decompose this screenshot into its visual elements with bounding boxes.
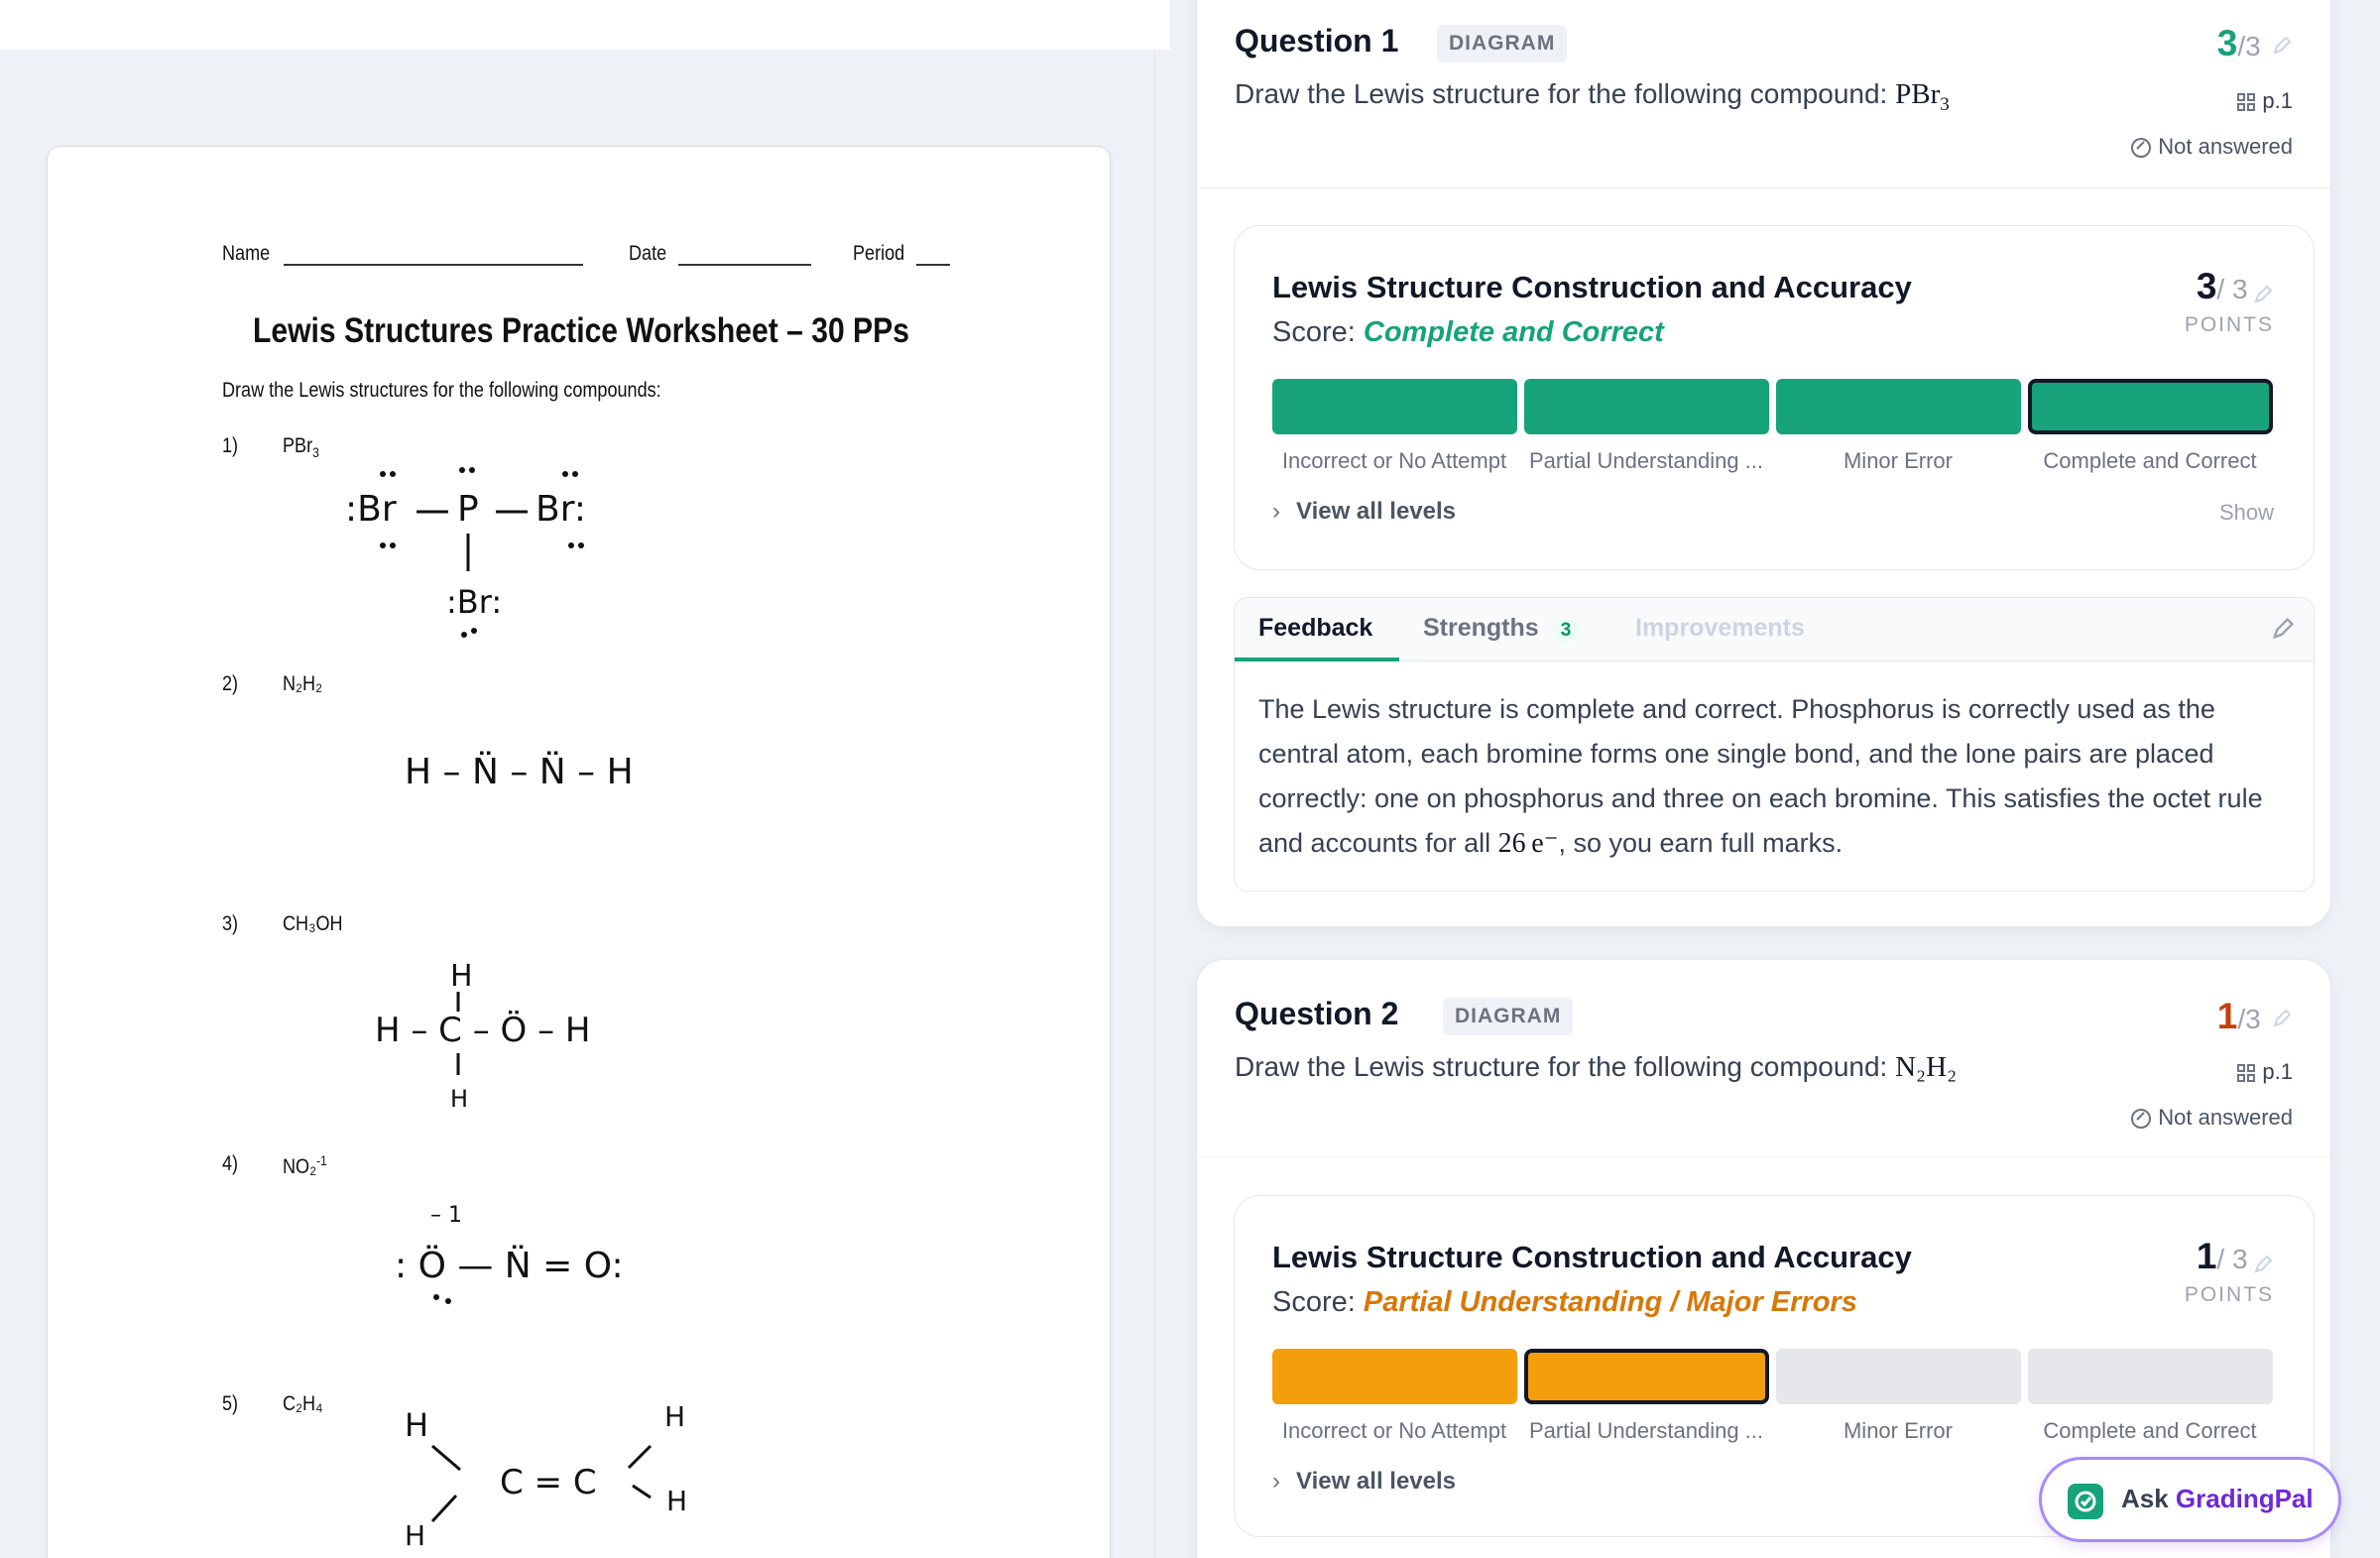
rubric-level-segment[interactable] xyxy=(1272,1349,1517,1404)
svg-text:H: H xyxy=(664,1400,686,1433)
question-title: Question 2 xyxy=(1235,996,1399,1031)
tab-strengths[interactable]: Strengths 3 xyxy=(1423,614,1579,643)
answer-status: Not answered xyxy=(2130,134,2293,160)
question-prompt: Draw the Lewis structure for the following compound: N₂H₂ xyxy=(1235,1051,1958,1083)
rubric-level-label: Minor Error xyxy=(1843,1418,1953,1443)
svg-text:H: H xyxy=(666,1485,688,1517)
divider xyxy=(1197,1156,2330,1157)
svg-text:C = C: C = C xyxy=(500,1463,597,1502)
svg-text:– 1: – 1 xyxy=(430,1203,462,1228)
ask-gradingpal-button[interactable] xyxy=(2039,1457,2341,1542)
check-circle-icon xyxy=(2130,1108,2152,1130)
svg-text:H – C – Ö – H: H – C – Ö – H xyxy=(375,1011,591,1050)
feedback-card xyxy=(1234,597,2315,892)
svg-text:: Ö — N̈ = O:: : Ö — N̈ = O: xyxy=(395,1246,624,1286)
view-all-levels-button[interactable]: › View all levels xyxy=(1272,498,1457,525)
question-title: Question 1 xyxy=(1235,23,1399,59)
svg-text:Br:: Br: xyxy=(536,489,586,530)
date-line xyxy=(678,264,811,266)
rubric-level-segment[interactable] xyxy=(2028,1349,2273,1404)
rubric-level-segment[interactable] xyxy=(1776,379,2021,434)
tab-improvements[interactable]: Improvements xyxy=(1635,614,1805,642)
check-circle-icon xyxy=(2130,137,2152,159)
ask-gradingpal-label: Ask GradingPal xyxy=(2121,1484,2314,1513)
question-prompt: Draw the Lewis structure for the following compound: PBr$_3$ xyxy=(1235,78,1950,115)
svg-text:P: P xyxy=(457,489,479,530)
view-all-levels-button[interactable]: › View all levels xyxy=(1272,1468,1457,1495)
edit-points-icon[interactable] xyxy=(2252,284,2274,305)
question-type-tag: DIAGRAM xyxy=(1437,25,1567,62)
item-formula: C₂H₄ xyxy=(283,1392,323,1415)
tab-feedback[interactable]: Feedback xyxy=(1258,614,1373,642)
svg-text::Br:: :Br: xyxy=(446,583,503,621)
rubric-card xyxy=(1234,225,2315,570)
name-line xyxy=(284,264,583,266)
item-formula: PBr$_3$ xyxy=(283,434,319,461)
edit-score-icon[interactable] xyxy=(2271,35,2293,57)
rubric-level-label: Partial Understanding ... xyxy=(1528,448,1764,473)
show-button[interactable]: Show xyxy=(2218,500,2274,525)
svg-text::Br: :Br xyxy=(345,489,397,530)
rubric-score-line: Score: Partial Understanding / Major Errors xyxy=(1272,1286,1857,1318)
item-number: 4) xyxy=(222,1152,239,1175)
rubric-level-label: Complete and Correct xyxy=(2043,448,2257,473)
item-number: 1) xyxy=(222,434,239,457)
question-score[interactable]: 3/3 xyxy=(2217,23,2293,64)
item-number: 5) xyxy=(222,1392,239,1415)
rubric-points: 3/ 3 POINTS xyxy=(2184,266,2274,336)
svg-text:H: H xyxy=(450,1085,469,1113)
rubric-title: Lewis Structure Construction and Accuracy xyxy=(1272,1240,1912,1274)
question-score[interactable]: 1/3 xyxy=(2217,996,2293,1037)
handwritten-structure-4 xyxy=(395,1198,732,1322)
rubric-level-segment-selected[interactable] xyxy=(2028,379,2273,434)
grading-panel[interactable] xyxy=(1170,0,2380,1558)
worksheet-instructions: Draw the Lewis structures for the following compounds: xyxy=(222,379,661,402)
rubric-title: Lewis Structure Construction and Accuracy xyxy=(1272,270,1912,304)
feedback-text: The Lewis structure is complete and correct. Phosphorus is correctly used as the central atom, each bromine forms one single bond, and the lone pairs are placed correctly: one on phosphorus and three on each bromine. This satisfies the octet rule and accounts for all 26 e⁻, so you earn full marks. xyxy=(1258,694,2263,859)
edit-feedback-icon[interactable] xyxy=(2270,616,2296,642)
viewer-top-strip xyxy=(0,0,1170,50)
rubric-level-segment[interactable] xyxy=(1272,379,1517,434)
handwritten-structure-1 xyxy=(345,464,682,658)
worksheet-page xyxy=(47,146,1111,1558)
chevron-right-icon: › xyxy=(1272,498,1280,525)
rubric-level-label: Incorrect or No Attempt xyxy=(1281,448,1507,473)
handwritten-structure-2 xyxy=(405,742,702,806)
item-number: 3) xyxy=(222,912,239,935)
grid-icon xyxy=(2236,92,2256,112)
gradingpal-logo-icon xyxy=(2068,1484,2103,1519)
worksheet-title: Lewis Structures Practice Worksheet – 30 PPs xyxy=(253,311,909,350)
rubric-level-segment[interactable] xyxy=(1524,379,1769,434)
question-card-1 xyxy=(1196,0,2331,927)
rubric-level-segment-selected[interactable] xyxy=(1524,1349,1769,1404)
item-formula: NO₂$^{-1}$ xyxy=(283,1152,327,1178)
date-label: Date xyxy=(629,242,667,265)
rubric-level-label: Incorrect or No Attempt xyxy=(1281,1418,1507,1443)
rubric-level-segment[interactable] xyxy=(1776,1349,2021,1404)
svg-text:H: H xyxy=(450,959,473,994)
rubric-level-label: Minor Error xyxy=(1843,448,1953,473)
rubric-score-line: Score: Complete and Correct xyxy=(1272,316,1664,348)
edit-points-icon[interactable] xyxy=(2252,1254,2274,1275)
divider xyxy=(1197,187,2330,188)
item-number: 2) xyxy=(222,672,239,695)
svg-text:H: H xyxy=(405,1406,429,1444)
strengths-count-badge: 3 xyxy=(1553,620,1580,642)
grid-icon xyxy=(2236,1063,2256,1083)
page-reference[interactable]: p.1 xyxy=(2236,1059,2293,1085)
item-formula: N₂H₂ xyxy=(283,672,323,695)
feedback-tabs xyxy=(1235,598,2314,661)
rubric-points: 1/ 3 POINTS xyxy=(2184,1236,2274,1306)
edit-score-icon[interactable] xyxy=(2271,1008,2293,1029)
question-type-tag: DIAGRAM xyxy=(1443,998,1573,1035)
svg-text:H – N̈ – N̈ – H: H – N̈ – N̈ – H xyxy=(405,752,634,792)
item-formula: CH₃OH xyxy=(283,912,343,935)
handwritten-structure-3 xyxy=(375,950,672,1124)
active-tab-underline xyxy=(1235,658,1399,661)
rubric-level-label: Complete and Correct xyxy=(2043,1418,2257,1443)
svg-text:H: H xyxy=(405,1519,426,1552)
period-line xyxy=(916,264,950,266)
name-label: Name xyxy=(222,242,271,265)
rubric-level-label: Partial Understanding ... xyxy=(1528,1418,1764,1443)
chevron-right-icon: › xyxy=(1272,1468,1280,1495)
document-viewer[interactable] xyxy=(0,50,1155,1558)
period-label: Period xyxy=(853,242,905,265)
handwritten-structure-5 xyxy=(405,1386,702,1558)
answer-status: Not answered xyxy=(2130,1105,2293,1131)
page-reference[interactable]: p.1 xyxy=(2236,88,2293,114)
